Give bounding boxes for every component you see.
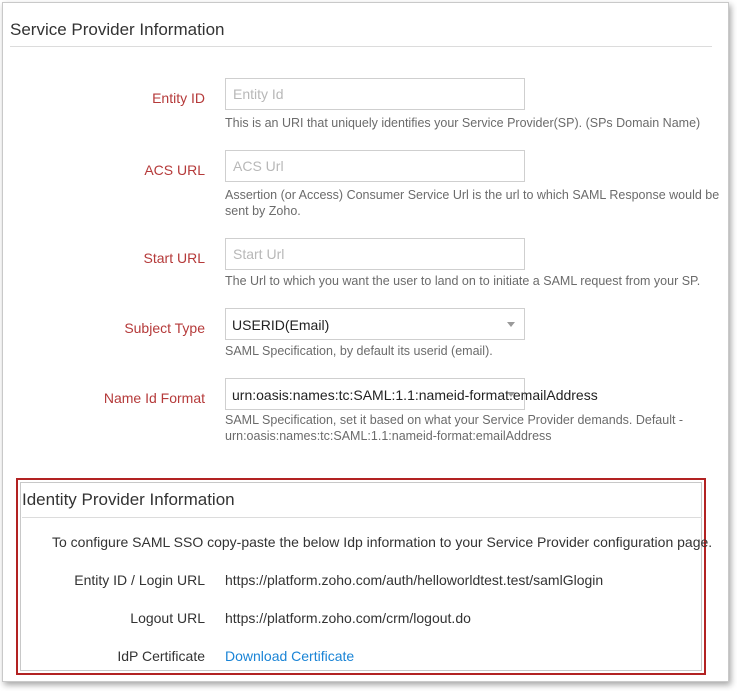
idp-logout-url-value: https://platform.zoho.com/crm/logout.do [225, 610, 471, 626]
name-id-format-value: urn:oasis:names:tc:SAML:1.1:nameid-format:emailAddress [232, 387, 598, 403]
start-url-hint: The Url to which you want the user to land on to initiate a SAML request from your SP. [225, 274, 701, 288]
acs-url-hint: Assertion (or Access) Consumer Service Url is the url to which SAML Response would be sent by Zoho. [225, 188, 720, 218]
entity-id-hint: This is an URI that uniquely identifies your Service Provider(SP). (SPs Domain Name) [225, 116, 701, 130]
idp-entity-id-value: https://platform.zoho.com/auth/helloworldtest.test/samlGlogin [225, 572, 604, 588]
start-url-label: Start URL [143, 250, 205, 266]
name-id-format-select[interactable] [225, 378, 598, 410]
subject-type-value: USERID(Email) [232, 317, 330, 333]
identity-provider-intro: To configure SAML SSO copy-paste the below Idp information to your Service Provider configuration page. [52, 534, 713, 550]
idp-entity-id-label: Entity ID / Login URL [74, 572, 205, 588]
service-provider-title: Service Provider Information [10, 20, 225, 39]
subject-type-hint: SAML Specification, by default its userid (email). [225, 344, 493, 358]
chevron-down-icon [507, 392, 515, 397]
identity-provider-divider [22, 517, 702, 518]
name-id-format-hint: SAML Specification, set it based on what your Service Provider demands. Default - urn:oasis:names:tc:SAML:1.1:nameid-format:emailAddress [225, 413, 684, 443]
chevron-down-icon [507, 322, 515, 327]
download-certificate-link[interactable]: Download Certificate [225, 648, 355, 664]
entity-id-input[interactable] [225, 78, 525, 110]
subject-type-label: Subject Type [124, 320, 205, 336]
idp-certificate-label: IdP Certificate [117, 648, 205, 664]
idp-logout-url-label: Logout URL [130, 610, 205, 626]
entity-id-label: Entity ID [152, 90, 205, 106]
start-url-input[interactable] [225, 238, 525, 270]
acs-url-input[interactable] [225, 150, 525, 182]
identity-provider-title: Identity Provider Information [22, 490, 235, 509]
service-provider-divider [10, 46, 712, 47]
acs-url-label: ACS URL [144, 162, 205, 178]
name-id-format-label: Name Id Format [103, 390, 205, 406]
subject-type-select[interactable] [225, 308, 525, 340]
